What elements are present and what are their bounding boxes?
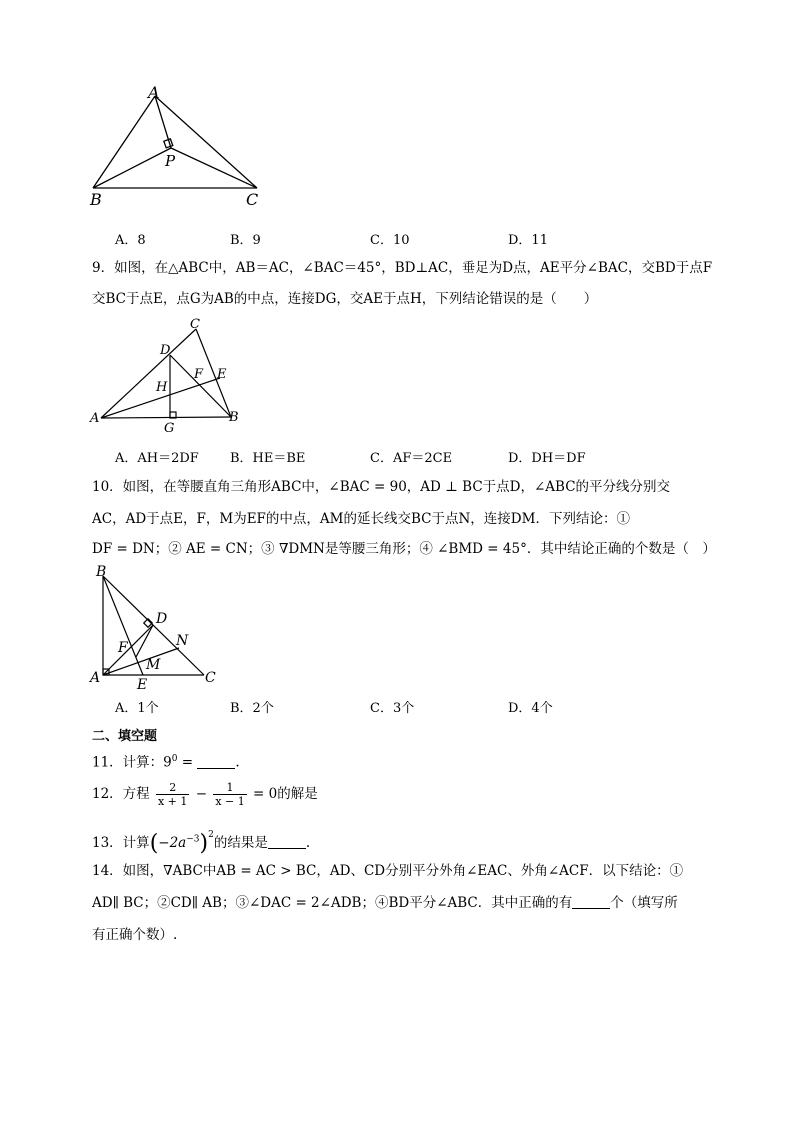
q11 (92, 750, 240, 772)
figure-q9 (88, 315, 248, 435)
q9-label-d: D (160, 343, 171, 358)
q14-answer-blank[interactable] (572, 896, 610, 909)
q11-equals: = (177, 754, 198, 771)
q12-fraction-1: $\frac{2}{x + 1}$ (157, 781, 188, 808)
q9-label-b: B (229, 410, 239, 425)
q8-option-c: C．10 (370, 233, 410, 248)
q9-label-a: A (90, 411, 100, 426)
label-b: B (90, 190, 102, 209)
label-a: A (148, 84, 160, 102)
q9-option-a: A．AH＝2DF (115, 451, 199, 466)
figure-q10 (88, 562, 228, 692)
q12-suffix: = 0的解是 (253, 786, 318, 802)
q12-minus: − (195, 786, 208, 802)
q10-line-1: 10．如图，在等腰直角三角形ABC中，∠BAC = 90，AD ⊥ BC于点D，∠ABC的平分线分别交 (92, 479, 671, 495)
q14-line-1: 14．如图，∇ABC中AB = AC > BC，AD、CD分别平分外角∠EAC、外角∠ACF．以下结论：① (92, 863, 684, 879)
q9-option-b: B．HE＝BE (230, 451, 306, 466)
label-c: C (246, 190, 259, 209)
q10-label-a: A (90, 670, 101, 686)
q14-line-2a: AD∥ BC；②CD∥ AB；③∠DAC = 2∠ADB；④BD平分∠ABC．其中正确的有 (92, 895, 573, 911)
q9-label-g: G (164, 421, 175, 435)
q13-inner: −2a (158, 835, 187, 851)
q8-option-a: A．8 (115, 233, 146, 248)
q12 (92, 777, 318, 811)
q13: 13．计算$(-2a^{-3})^2$的结果是 . (92, 830, 311, 856)
q9-line-1: 9．如图，在△ABC中，AB＝AC，∠BAC＝45°，BD⊥AC，垂足为D点，AE平分∠BAC，交BD于点F (92, 260, 713, 276)
q13-prefix: 13．计算 (92, 835, 150, 851)
q13-answer-blank[interactable] (268, 836, 306, 849)
figure-triangle-abc-p (85, 84, 275, 214)
q10-label-b: B (96, 564, 107, 580)
q13-inner-exponent: −3 (186, 834, 200, 845)
q9-label-c: C (190, 317, 200, 332)
q9-line-2: 交BC于点E，点G为AB的中点，连接DG，交AE于点H，下列结论错误的是（ ） (92, 291, 598, 307)
q10-label-d: D (156, 611, 168, 627)
q10-line-3: DF = DN；② AE = CN；③ ∇DMN是等腰三角形；④ ∠BMD = 45°．其中结论正确的个数是（ ） (92, 541, 716, 557)
q8-option-b: B．9 (230, 233, 261, 248)
q10-option-c: C．3个 (370, 701, 415, 716)
q10-label-n: N (176, 633, 189, 649)
q12-prefix: 12．方程 (92, 786, 150, 802)
q10-label-m: M (146, 657, 161, 673)
q10-label-c: C (205, 670, 216, 686)
q13-outer-exponent: 2 (208, 830, 214, 840)
q11-answer-blank[interactable] (197, 756, 235, 769)
q13-suffix: 的结果是 (213, 835, 268, 851)
q11-prefix: 11．计算：9 (92, 754, 172, 771)
q14-line-3: 有正确个数）. (92, 927, 178, 943)
q9-option-d: D．DH＝DF (508, 451, 586, 466)
label-p: P (165, 152, 176, 170)
q10-option-b: B．2个 (230, 701, 274, 716)
q11-suffix: . (235, 754, 240, 771)
q10-option-a: A．1个 (115, 701, 159, 716)
q14-line-2 (92, 894, 678, 912)
q10-line-2: AC，AD于点E，F，M为EF的中点，AM的延长线交BC于点N，连接DM．下列结论：① (92, 511, 630, 527)
q9-label-e: E (217, 367, 227, 382)
q9-option-c: C．AF＝2CE (370, 451, 453, 466)
q12-fraction-2: $\frac{1}{x - 1}$ (215, 781, 245, 808)
q14-line-2b: 个（填写所 (610, 895, 678, 911)
q13-end: . (305, 835, 311, 851)
q8-option-d: D．11 (508, 233, 548, 248)
section-fill-in-heading: 二、填空题 (92, 729, 158, 744)
q10-label-f: F (118, 640, 128, 656)
q9-label-h: H (156, 380, 168, 395)
q9-label-f: F (194, 367, 204, 382)
q10-option-d: D．4个 (508, 701, 553, 716)
q11-exponent: 0 (171, 754, 178, 764)
q10-label-e: E (137, 677, 148, 692)
